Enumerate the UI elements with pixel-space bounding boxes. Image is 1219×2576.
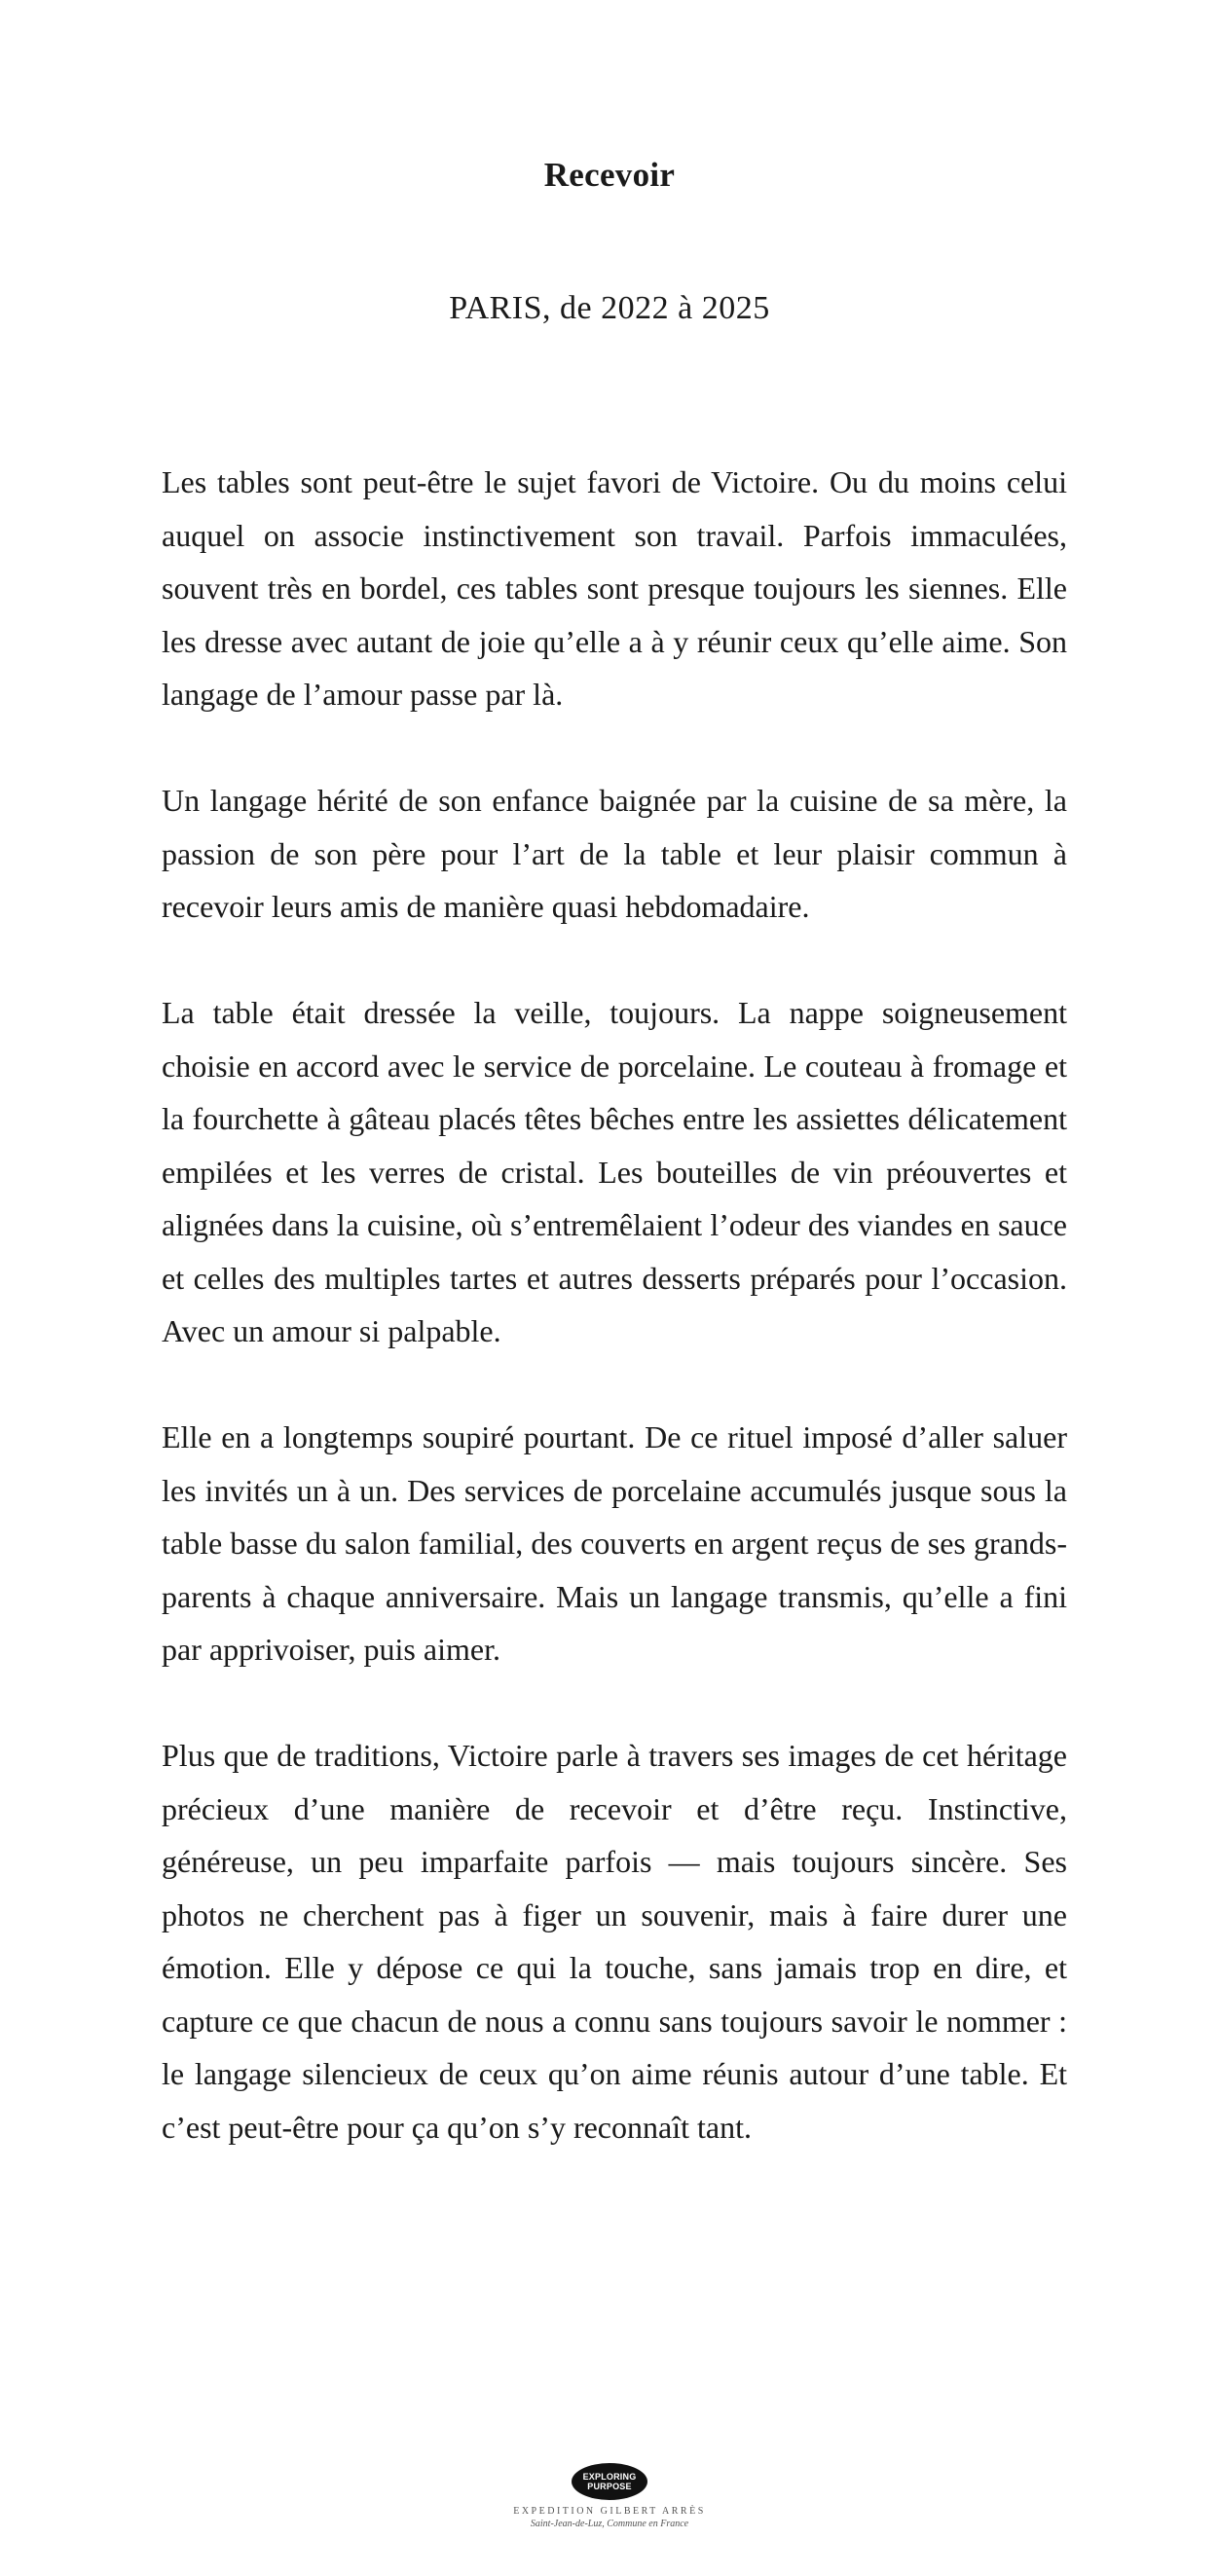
paragraph-2: Un langage hérité de son enfance baignée par la cuisine de sa mère, la passion de son père pour l’art de la table et leur plaisir commun à recevoir leurs amis de manière quasi hebdomadaire. bbox=[162, 783, 1067, 924]
paragraph-5: Plus que de traditions, Victoire parle à travers ses images de cet héritage précieux d’une manière de recevoir et d’être reçu. Instinctive, généreuse, un peu imparfaite parfois — mais toujours sincère. Ses photos ne cherchent pas à figer un souvenir, mais à faire durer une émotion. Elle y dépose ce qui la touche, sans jamais trop en dire, et capture ce que chacun de nous a connu sans toujours savoir le nommer : le langage silencieux de ceux qu’on aime réunis autour d’une table. Et c’est peut-être pour ça qu’on s’y reconnaît tant. bbox=[162, 1738, 1067, 2145]
paragraph-4: Elle en a longtemps soupiré pourtant. De ce rituel imposé d’aller saluer les invités un à un. Des services de porcelaine accumulés jusque sous la table basse du salon familial, des couverts en argent reçus de ses grands-parents à chaque anniversaire. Mais un langage transmis, qu’elle a fini par apprivoiser, puis aimer. bbox=[162, 1419, 1067, 1667]
paragraph-3: La table était dressée la veille, toujours. La nappe soigneusement choisie en accord avec le service de porcelaine. Le couteau à fromage et la fourchette à gâteau placés têtes bêches entre les assiettes délicatement empilées et les verres de cristal. Les bouteilles de vin préouvertes et alignées dans la cuisine, où s’entremêlaient l’odeur des viandes en sauce et celles des multiples tartes et autres desserts préparés pour l’occasion. Avec un amour si palpable. bbox=[162, 995, 1067, 1348]
footer-expedition-name: EXPEDITION GILBERT ARRÈS bbox=[513, 2506, 706, 2517]
page-subtitle: PARIS, de 2022 à 2025 bbox=[449, 290, 770, 326]
logo-text-line1: EXPLORING bbox=[582, 2472, 637, 2482]
page-title: Recevoir bbox=[543, 156, 676, 194]
paragraph-1: Les tables sont peut-être le sujet favori de Victoire. Ou du moins celui auquel on associe instinctivement son travail. Parfois immaculées, souvent très en bordel, ces tables sont presque toujours les siennes. Elle les dresse avec autant de joie qu’elle a à y réunir ceux qu’elle aime. Son langage de l’amour passe par là. bbox=[162, 464, 1067, 712]
body-text bbox=[162, 456, 1067, 2153]
footer bbox=[0, 2463, 1219, 2529]
exploring-purpose-logo bbox=[572, 2463, 647, 2500]
logo-text-line2: PURPOSE bbox=[587, 2482, 632, 2491]
footer-location: Saint-Jean-de-Luz, Commune en France bbox=[530, 2519, 689, 2529]
